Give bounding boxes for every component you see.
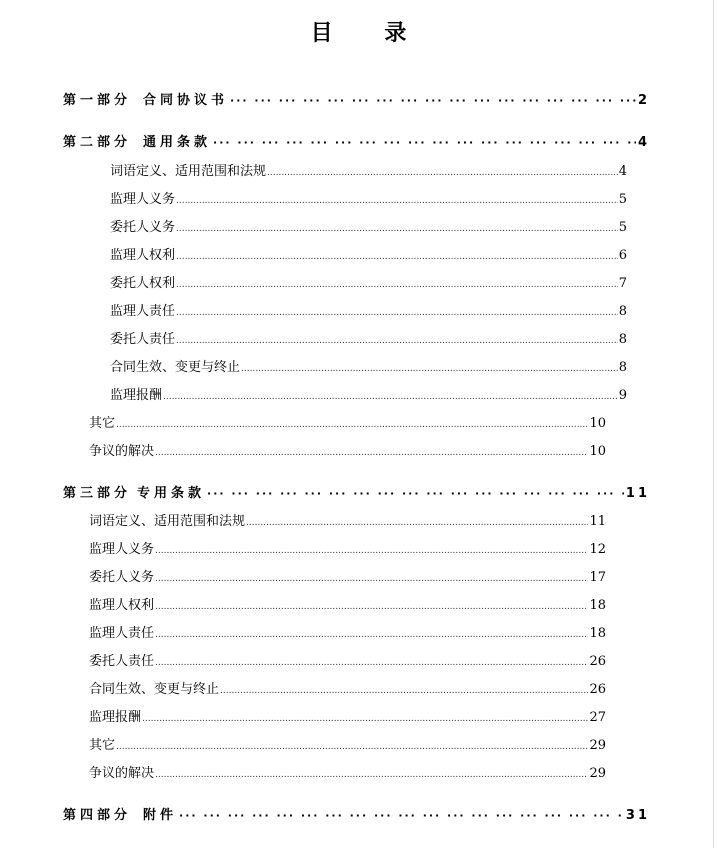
toc-leader	[213, 136, 636, 149]
toc-item[interactable]	[110, 188, 627, 207]
toc-item[interactable]	[89, 734, 606, 753]
toc-leader	[155, 574, 588, 584]
part-number: 第三部分	[63, 486, 132, 501]
toc-item-label: 监理人义务	[110, 192, 176, 207]
toc-page-number: 6	[618, 248, 627, 263]
toc-leader	[220, 686, 588, 696]
toc-item-label: 委托人义务	[89, 570, 155, 585]
toc-page-number: 8	[618, 332, 627, 347]
toc-item[interactable]	[89, 706, 606, 725]
toc-item-label: 委托人责任	[110, 332, 176, 347]
toc-part-2[interactable]	[63, 131, 650, 150]
toc-item[interactable]	[89, 622, 606, 641]
toc-leader	[241, 364, 618, 374]
toc-item-label: 合同生效、变更与终止	[110, 360, 241, 375]
toc-part-3[interactable]	[63, 482, 650, 501]
toc-item-label: 监理人权利	[110, 248, 176, 263]
toc-leader	[116, 420, 588, 430]
toc-part-label	[63, 131, 211, 150]
part-number: 第四部分	[63, 808, 132, 823]
part-name: 附件	[143, 808, 178, 823]
toc-item-label: 其它	[89, 416, 116, 431]
toc-leader	[246, 518, 588, 528]
toc-leader	[176, 196, 618, 206]
toc-leader	[179, 809, 624, 822]
part-name: 通用条款	[143, 135, 212, 150]
toc-page-number: 31	[625, 808, 650, 823]
toc-page-number: 11	[589, 514, 606, 529]
toc-item-label: 监理人权利	[89, 598, 155, 613]
toc-page-number: 2	[637, 93, 650, 108]
toc-item-label: 委托人权利	[110, 276, 176, 291]
toc-page-number: 4	[637, 135, 650, 150]
toc-leader	[155, 770, 588, 780]
toc-leader	[176, 280, 618, 290]
toc-leader	[155, 546, 588, 556]
toc-page-number: 26	[589, 682, 606, 697]
toc-item[interactable]	[110, 160, 627, 179]
toc-item[interactable]	[110, 244, 627, 263]
toc-item-label: 争议的解决	[89, 444, 155, 459]
toc-item[interactable]	[110, 272, 627, 291]
toc-item[interactable]	[110, 328, 627, 347]
toc-page-number: 4	[618, 164, 627, 179]
toc-item[interactable]	[89, 650, 606, 669]
toc-page-number: 9	[618, 388, 627, 403]
toc-item-label: 合同生效、变更与终止	[89, 682, 220, 697]
toc-page-number: 5	[618, 192, 627, 207]
toc-leader	[142, 714, 588, 724]
toc-page-number: 10	[589, 444, 606, 459]
toc-item-label: 委托人义务	[110, 220, 176, 235]
toc-item-label: 监理人责任	[89, 626, 155, 641]
toc-item[interactable]	[89, 510, 606, 529]
toc-page-number: 8	[618, 304, 627, 319]
toc-part-1[interactable]	[63, 89, 650, 108]
toc-leader	[230, 94, 636, 107]
toc-item[interactable]	[89, 566, 606, 585]
toc-page-number: 5	[618, 220, 627, 235]
toc-page-number: 17	[589, 570, 606, 585]
toc-leader	[163, 392, 618, 402]
toc-part-label	[63, 804, 177, 823]
toc-item-label: 监理人义务	[89, 542, 155, 557]
toc-item[interactable]	[110, 300, 627, 319]
toc-page-number: 8	[618, 360, 627, 375]
toc-item[interactable]	[89, 678, 606, 697]
toc-leader	[155, 658, 588, 668]
toc-item-label: 委托人责任	[89, 654, 155, 669]
toc-item-label: 其它	[89, 738, 116, 753]
toc-part-label	[63, 89, 228, 108]
toc-item[interactable]	[89, 594, 606, 613]
toc-leader	[176, 252, 618, 262]
toc-page-number: 27	[589, 710, 606, 725]
toc-page-number: 12	[589, 542, 606, 557]
toc-leader	[207, 487, 624, 500]
toc-item-label: 争议的解决	[89, 766, 155, 781]
toc-page-number: 29	[589, 766, 606, 781]
part-number: 第一部分	[63, 93, 132, 108]
part-name: 合同协议书	[143, 93, 229, 108]
toc-item[interactable]	[89, 538, 606, 557]
toc-leader	[155, 448, 588, 458]
toc-item[interactable]	[89, 412, 606, 431]
toc-leader	[155, 602, 588, 612]
part-number: 第二部分	[63, 135, 132, 150]
toc-leader	[176, 224, 618, 234]
toc-part-4[interactable]	[63, 804, 650, 823]
part-name: 专用条款	[137, 486, 206, 501]
toc-item-label: 词语定义、适用范围和法规	[110, 164, 267, 179]
toc-title: 目 录	[310, 21, 429, 46]
toc-page-number: 18	[589, 626, 606, 641]
toc-leader	[176, 308, 618, 318]
toc-item[interactable]	[110, 356, 627, 375]
page-edge	[713, 0, 714, 848]
toc-page-number: 26	[589, 654, 606, 669]
toc-item-label: 监理报酬	[89, 710, 142, 725]
toc-page-number: 10	[589, 416, 606, 431]
toc-item-label: 词语定义、适用范围和法规	[89, 514, 246, 529]
toc-item[interactable]	[110, 216, 627, 235]
toc-item[interactable]	[89, 762, 606, 781]
toc-item[interactable]	[110, 384, 627, 403]
toc-page-number: 18	[589, 598, 606, 613]
toc-page-number: 29	[589, 738, 606, 753]
toc-leader	[155, 630, 588, 640]
toc-page-number: 11	[625, 486, 650, 501]
toc-item-label: 监理报酬	[110, 388, 163, 403]
toc-leader	[176, 336, 618, 346]
toc-leader	[116, 742, 588, 752]
toc-part-label	[63, 482, 205, 501]
toc-item-label: 监理人责任	[110, 304, 176, 319]
toc-item[interactable]	[89, 440, 606, 459]
toc-page-number: 7	[618, 276, 627, 291]
toc-leader	[267, 168, 618, 178]
